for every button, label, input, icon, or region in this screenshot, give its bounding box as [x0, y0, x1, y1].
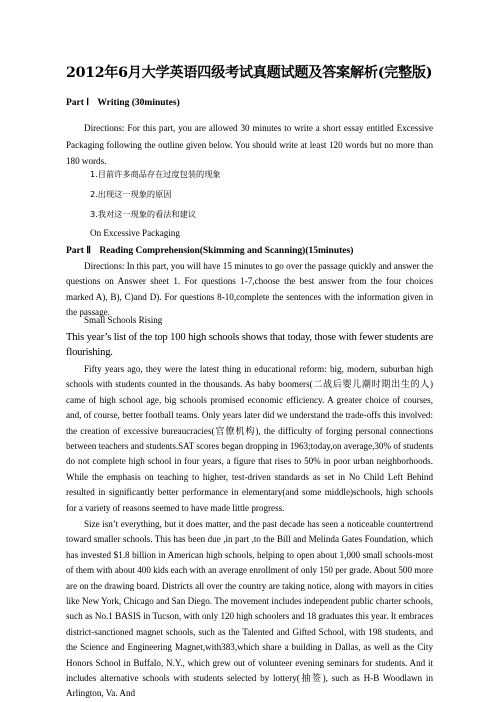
passage-title: Small Schools Rising [84, 315, 163, 325]
outline-item-2: 2.出现这一现象的原因 [90, 189, 172, 199]
paragraph-1: This year’s list of the top 100 high schools shows that today, those with fewer students are flourishing. [66, 332, 433, 358]
part1-label: Part Ⅰ [66, 98, 90, 108]
part2-label: Part Ⅱ [66, 246, 91, 256]
part1-directions: Directions: For this part, you are allowed 30 minutes to write a short essay entitled Excessive Packaging following the outline given below. You should write at least 120 words but no more than 180 words. [66, 123, 433, 166]
essay-title: On Excessive Packaging [90, 228, 180, 238]
document-title: 2012年6月大学英语四级考试真题试题及答案解析(完整版) [66, 65, 433, 81]
paragraph-2: Fifty years ago, they were the latest thing in educational reform: big, modern, suburban high schools with students counted in the thousands. As baby boomers(二战后婴儿潮时期出生的人) came of high school age, big schools promised economic efficiency. A greater choice of courses, and, of course, better football teams. Only years later did we understand the trade-offs this involved: the creation of excessive bureaucracies(官僚机构), the difficulty of forging personal connections between teachers and students.SAT scores began dropping in 1963;today,on average,30% of students do not complete high school in four years, a figure that rises to 50% in poor urban neighborhoods. While the emphasis on teaching to higher, test-driven standards as set in No Child Left Behind resulted in significantly better performance in elementary(and some middle)schools, high schools for a variety of reasons seemed to have made little progress. [66, 364, 433, 513]
outline-item-3: 3.我对这一现象的看法和建议 [90, 209, 197, 219]
part2-directions: Directions: In this part, you will have 15 minutes to go over the passage quickly and answer the questions on Answer sheet 1. For questions 1-7,choose the best answer from the four choices marked A), B), C)and D). For questions 8-10,complete the sentences with the information given in the passage. [66, 261, 433, 318]
part1-heading: Writing (30minutes) [97, 98, 180, 108]
part2-heading: Reading Comprehension(Skimming and Scanning)(15minutes) [99, 246, 354, 256]
paragraph-3: Size isn’t everything, but it does matter, and the past decade has seen a noticeable countertrend toward smaller schools. This has been due ,in part ,to the Bill and Melinda Gates Foundation, which has invested $1.8 billion in American high schools, helping to open about 1,000 small schools-most of them with about 400 kids each with an average enrollment of only 150 per grade. About 500 more are on the drawing board. Districts all over the country are taking notice, along with mayors in cities like New York, Chicago and San Diego. The movement includes independent public charter schools, such as No.1 BASIS in Tucson, with only 120 high schoolers and 18 graduates this year. It embraces district-sanctioned magnet schools, such as the Talented and Gifted School, with 198 students, and the Science and Engineering Magnet,with383,which share a building in Dallas, as well as the City Honors School in Buffalo, N.Y., which grew out of volunteer evening seminars for students. And it includes alternative schools with students selected by lottery(抽签), such as H-B Woodlawn in Arlington, Va. And [66, 519, 433, 699]
part1-header [66, 97, 180, 108]
outline-item-1: 1.目前许多商品存在过度包装的现象 [90, 169, 221, 179]
part2-header [66, 245, 353, 256]
